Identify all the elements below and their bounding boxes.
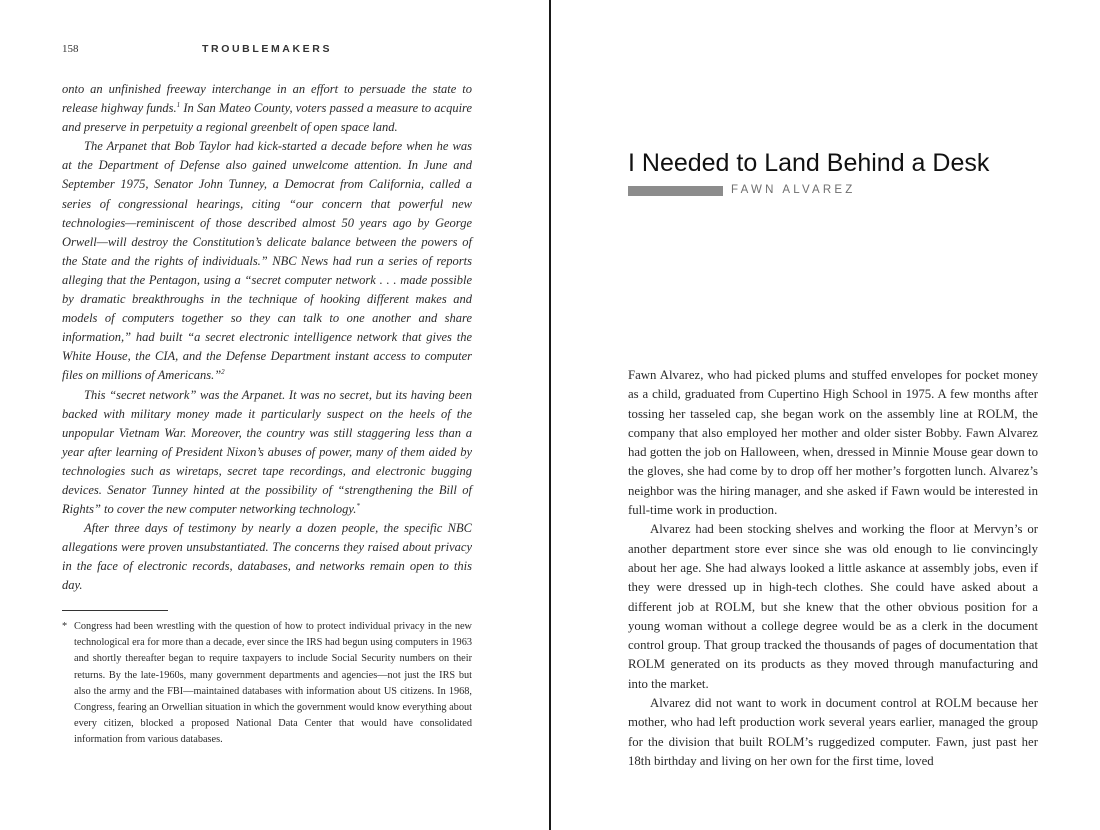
left-body-text (62, 80, 472, 596)
left-page (0, 0, 549, 830)
footnote-text: Congress had been wrestling with the question of how to protect individual privacy in the new technological era for more than a decade, ever since the IRS had begun using computers in 1963 and shortly thereafter began to require taxpayers to include Social Security numbers on their returns. By the late-1960s, many government departments and agencies—not just the IRS but also the army and the FBI—maintained databases with information about US citizens. In 1968, Congress, fearing an Orwellian situation in which the government would know everything about every citizen, blocked a proposed National Data Center that would have consolidated information from various databases. (74, 621, 472, 746)
author-bar-decoration (628, 186, 723, 196)
footnote-marker-label: * (62, 621, 68, 632)
paragraph: Alvarez did not want to work in document control at ROLM because her mother, who had left production work several years earlier, managed the group for the division that built ROLM’s ruggedized computer. Fawn, just past her 18th birthday and living on her own for the first time, loved (628, 696, 1038, 768)
chapter-title: I Needed to Land Behind a Desk (628, 149, 990, 177)
endnote-marker[interactable]: 2 (221, 368, 225, 377)
paragraph: Alvarez had been stocking shelves and working the floor at Mervyn’s or another department store ever since she was old enough to lie convincingly about her age. She had always looked a little askance at assembly jobs, even if they were dressed up in high-tech clothes. She could have asked about a different job at ROLM, but she knew that the other obvious position for a young woman without a college degree would be as a clerk in the document control group. That group tracked the thousands of pages of documentation that ROLM generated on its products as they moved through manufacturing and into the market. (628, 522, 1038, 691)
page-number: 158 (62, 43, 79, 55)
chapter-author: FAWN ALVAREZ (731, 184, 856, 196)
paragraph: The Arpanet that Bob Taylor had kick-started a decade before when he was at the Department of Defense also gained unwelcome attention. In June and September 1975, Senator John Tunney, a Democrat from California, called a series of congressional hearings, citing “our concern that powerful new technologies—reminiscent of those described almost 50 years ago by George Orwell—will destroy the Constitution’s delicate balance between the powers of the State and the rights of individuals.” NBC News had run a series of reports alleging that the Pentagon, using a “secret computer network . . . made possible by dramatic breakthroughs in the technique of hooking different makes and models of computers together so they can talk to one another and share information,” had built “a secret electronic intelligence network that gives the White House, the CIA, and the Defense Department instant access to computer files on millions of Americans.”$^2$ (62, 139, 472, 383)
footnote (62, 619, 472, 749)
running-head (62, 43, 474, 57)
footnote-rule (62, 610, 168, 611)
footnote-marker[interactable]: * (356, 501, 360, 510)
endnote-marker[interactable]: 1 (176, 100, 181, 109)
paragraph: After three days of testimony by nearly a dozen people, the specific NBC allegations were proven unsubstantiated. The concerns they raised about privacy in the face of electronic records, databases, and networks remain open to this day. (62, 521, 472, 593)
paragraph: This “secret network” was the Arpanet. It was no secret, but its having been backed with military money made it particularly suspect on the heels of the unpopular Vietnam War. Moreover, the country was still staggering less than a year after learning of President Nixon’s abuses of power, many of them aided by technologies such as wiretaps, secret tape recordings, and electronic bugging devices. Senator Tunney hinted at the possibility of “strengthening the Bill of Rights” to cover the new computer networking technology.* (62, 387, 472, 517)
paragraph: Fawn Alvarez, who had picked plums and stuffed envelopes for pocket money as a child, graduated from Cupertino High School in 1975. A few months after tossing her tasseled cap, she began work on the assembly line at ROLM, the company that also employed her mother and older sister Bobby. Fawn Alvarez had gotten the job on Halloween, when, dressed in Minnie Mouse gear down to the gloves, she had come by to drop off her mother’s forgotten lunch. Alvarez’s neighbor was the hiring manager, and she asked if Fawn would be interested in full-time work in production. (628, 368, 1038, 518)
running-title: TROUBLEMAKERS (202, 43, 333, 55)
right-body-text (628, 366, 1038, 771)
paragraph: onto an unfinished freeway interchange in an effort to persuade the state to release highway funds.$^1$ In San Mateo County, voters passed a measure to acquire and preserve in perpetuity a regional greenbelt of open space land. (62, 82, 473, 135)
